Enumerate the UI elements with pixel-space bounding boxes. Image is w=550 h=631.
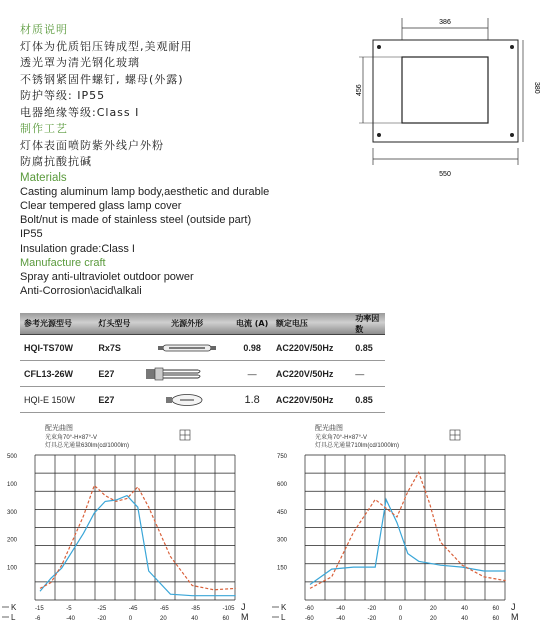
l-tick-label: 40 (191, 616, 198, 622)
l-tick-label: 0 (398, 616, 403, 622)
l-axis-label: L (11, 613, 16, 622)
l-tick-label: 20 (160, 616, 167, 622)
l-tick-label: 40 (461, 616, 468, 622)
y-tick-label: 300 (277, 537, 288, 544)
th-current: 电流 (A) (235, 319, 269, 328)
th-base: 灯头型号 (98, 319, 131, 328)
l-tick-label: -40 (66, 616, 75, 622)
cell-pf: 0.85 (355, 394, 373, 405)
th-voltage: 额定电压 (275, 319, 308, 328)
chart-subtitle-2: 灯具总光通量710lm(cd/1000lm) (315, 443, 400, 449)
craft-heading-cn: 制作工艺 (20, 122, 68, 135)
y-tick-label: 300 (7, 509, 18, 516)
k-tick-label: -65 (160, 606, 169, 612)
chart-subtitle-1: 光束角70°-H×87°-V (315, 435, 367, 441)
k-tick-label: -5 (66, 606, 72, 612)
k-tick-label: -105 (222, 606, 235, 612)
j-axis-label: J (241, 602, 246, 612)
k-tick-label: -45 (128, 606, 138, 612)
y-tick-label: 500 (7, 454, 18, 460)
k-tick-label: -40 (336, 606, 345, 612)
m-axis-label: M (511, 612, 519, 622)
l-tick-label: 20 (430, 616, 437, 622)
chart-title: 配光曲图 (315, 425, 343, 432)
cell-voltage: AC220V/50Hz (275, 394, 334, 405)
k-tick-label: -15 (35, 606, 44, 612)
text-line: 防腐抗酸抗碱 (20, 155, 92, 168)
y-tick-label: 200 (7, 537, 18, 544)
dim-bottom-label: 550 (439, 171, 451, 178)
k-tick-label: 40 (461, 606, 468, 612)
cell-base: E27 (98, 368, 115, 379)
text-line: Bolt/nut is made of stainless steel (outside part) (20, 214, 252, 227)
dim-left-label: 456 (356, 84, 363, 96)
ellipsoid-lamp-icon (146, 393, 228, 407)
dim-right-label: 380 (533, 82, 540, 94)
l-tick-label: 60 (222, 616, 230, 622)
chart-subtitle-1: 光束角70°-H×87°-V (45, 435, 97, 441)
k-tick-label: -60 (305, 606, 314, 612)
k-axis-label: K (281, 603, 287, 612)
l-tick-label: -40 (336, 616, 345, 622)
cell-base: Rx7S (98, 342, 121, 353)
j-axis-label: J (511, 602, 516, 612)
text-line: 灯体表面喷防紫外线户外粉 (20, 138, 164, 152)
light-distribution-chart-right (270, 420, 540, 629)
l-tick-label: 0 (128, 616, 133, 622)
text-line: 灯体为优质铝压铸成型,美观耐用 (20, 39, 193, 53)
chart-svg (0, 420, 270, 625)
material-heading-cn: 材质说明 (20, 23, 68, 36)
material-heading-en: Materials (20, 171, 67, 184)
text-line: Clear tempered glass lamp cover (20, 199, 182, 212)
craft-lines-en (20, 270, 269, 298)
k-tick-label: 60 (492, 606, 500, 612)
series-line-dashed (40, 485, 236, 589)
y-tick-label: 600 (277, 481, 288, 488)
cell-pf: — (355, 368, 365, 379)
y-tick-label: 450 (277, 509, 288, 516)
table-row (20, 335, 385, 361)
l-tick-label: -60 (305, 616, 314, 622)
material-lines-cn (20, 39, 269, 122)
dimension-drawing (355, 10, 540, 185)
l-tick-label: -20 (97, 616, 107, 622)
cell-model: CFL13-26W (24, 368, 74, 379)
y-tick-label: 100 (7, 481, 18, 488)
table-header (20, 313, 385, 335)
cell-current: 1.8 (244, 393, 260, 406)
cell-current: 0.98 (243, 342, 261, 353)
cell-voltage: AC220V/50Hz (275, 368, 334, 379)
text-line: 不锈钢紧固件螺钉, 螺母(外露) (20, 72, 184, 86)
th-lamp: 光源外形 (171, 319, 204, 328)
l-tick-label: -6 (35, 616, 41, 622)
k-tick-label: 0 (398, 606, 403, 612)
text-line: Casting aluminum lamp body,aesthetic and durable (20, 185, 270, 198)
orientation-icon (450, 430, 460, 440)
orientation-icon (180, 430, 190, 440)
y-tick-label: 150 (277, 565, 288, 572)
tubular-lamp-icon (146, 342, 228, 354)
k-tick-label: -85 (191, 606, 200, 612)
chart-subtitle-2: 灯具总光通量630lm(cd/1000lm) (45, 443, 130, 449)
y-tick-label: 100 (7, 565, 18, 572)
l-axis-label: L (281, 613, 286, 622)
light-distribution-chart-left (0, 420, 270, 629)
text-line: Spray anti-ultraviolet outdoor power (20, 270, 194, 283)
text-line: Insulation grade:Class I (20, 242, 135, 255)
l-tick-label: 60 (492, 616, 500, 622)
th-model: 参考光源型号 (24, 319, 72, 328)
chart-svg (270, 420, 540, 625)
cell-current: — (247, 368, 257, 379)
cell-model: HQI-TS70W (24, 342, 74, 353)
m-axis-label: M (241, 612, 249, 622)
text-line: Anti-Corrosion\acid\alkali (20, 285, 142, 298)
craft-heading-en: Manufacture craft (20, 256, 106, 269)
material-lines-en (20, 185, 269, 256)
material-section (20, 22, 269, 298)
cell-model: HQI-E 150W (24, 394, 76, 405)
cell-pf: 0.85 (355, 342, 373, 353)
chart-title: 配光曲图 (45, 425, 73, 432)
k-axis-label: K (11, 603, 17, 612)
spec-table (20, 313, 385, 413)
table-row (20, 387, 385, 413)
cfl-lamp-icon (146, 366, 228, 382)
th-pf: 功率因数 (355, 313, 380, 334)
text-line: IP55 (20, 228, 43, 241)
text-line: 防护等级: IP55 (20, 89, 106, 102)
cell-voltage: AC220V/50Hz (275, 342, 334, 353)
y-tick-label: 750 (277, 454, 288, 460)
text-line: 电器绝缘等级:Class Ⅰ (20, 105, 140, 119)
l-tick-label: -20 (367, 616, 377, 622)
text-line: 透光罩为清光钢化玻璃 (20, 56, 140, 69)
dim-top-label: 386 (439, 19, 451, 26)
cell-base: E27 (98, 394, 115, 405)
craft-lines-cn (20, 138, 269, 171)
series-line-dashed (310, 472, 506, 588)
series-line-solid (310, 500, 506, 585)
k-tick-label: -20 (367, 606, 377, 612)
table-row (20, 361, 385, 387)
k-tick-label: -25 (97, 606, 107, 612)
k-tick-label: 20 (430, 606, 437, 612)
